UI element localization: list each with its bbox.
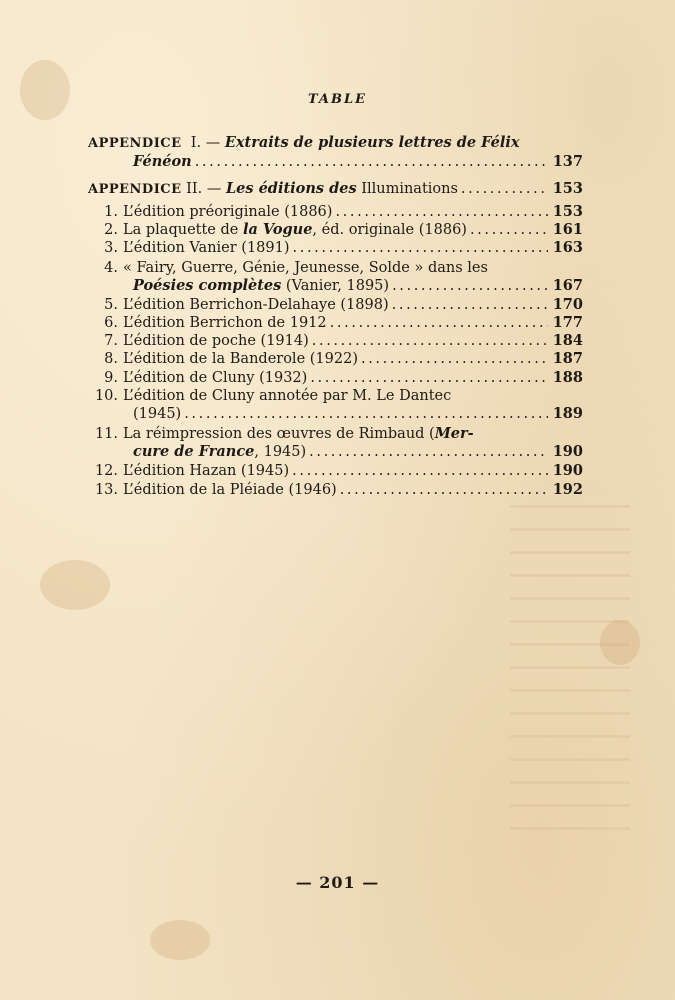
entry-number: 2. bbox=[104, 222, 118, 238]
entry-title: L’édition de la Banderole (1922) bbox=[123, 351, 358, 367]
entry-title-cont bbox=[133, 277, 389, 295]
leader-dots bbox=[392, 277, 548, 295]
leader-dots bbox=[335, 203, 548, 221]
page-number: 188 bbox=[552, 369, 583, 386]
leader-dots bbox=[470, 221, 548, 239]
entry-number: 12. bbox=[94, 463, 118, 479]
appendix-title-roman: Illuminations bbox=[361, 181, 458, 197]
toc-entry bbox=[88, 369, 583, 387]
entry-number: 5. bbox=[104, 297, 118, 313]
toc-entry bbox=[88, 296, 583, 314]
entry-title-cont bbox=[133, 443, 306, 461]
leader-dots bbox=[340, 481, 548, 499]
toc-entry bbox=[88, 239, 583, 257]
entry-title: L’édition Vanier (1891) bbox=[123, 240, 290, 256]
leader-dots bbox=[330, 314, 548, 332]
entry-title bbox=[123, 221, 467, 239]
toc-entry bbox=[88, 332, 583, 350]
page-number: 167 bbox=[552, 277, 583, 294]
page-number: 161 bbox=[552, 221, 583, 238]
foxing-stain bbox=[150, 920, 210, 960]
toc-entry bbox=[88, 425, 583, 461]
entry-title: L’édition de la Pléiade (1946) bbox=[123, 482, 337, 498]
leader-dots bbox=[361, 350, 548, 368]
page-number: 187 bbox=[552, 350, 583, 367]
page-number: 177 bbox=[552, 314, 583, 331]
entry-number: 6. bbox=[104, 315, 118, 331]
entry-number: 10. bbox=[94, 388, 118, 404]
appendix-title: Les éditions des bbox=[225, 180, 357, 197]
entry-title-text: , éd. originale (1886) bbox=[312, 222, 467, 238]
appendix-numeral: I. — bbox=[190, 135, 221, 151]
page-number: 137 bbox=[552, 153, 583, 170]
foxing-stain bbox=[40, 560, 110, 610]
foxing-stain bbox=[20, 60, 70, 120]
page-number: 153 bbox=[552, 180, 583, 197]
leader-dots bbox=[184, 405, 548, 423]
entry-number: 11. bbox=[94, 426, 118, 442]
entry-number: 3. bbox=[104, 240, 118, 256]
entry-title-italic: la Vogue bbox=[242, 221, 313, 238]
appendix-title: Extraits de plusieurs lettres de Félix bbox=[224, 134, 520, 151]
entry-title-cont: (1945) bbox=[133, 406, 182, 422]
page-number: 184 bbox=[552, 332, 583, 349]
appendix-numeral: II. — bbox=[186, 181, 222, 197]
leader-dots bbox=[195, 153, 548, 171]
entry-title: L’édition Hazan (1945) bbox=[123, 463, 290, 479]
toc-entry bbox=[88, 314, 583, 332]
entry-title: L’édition préoriginale (1886) bbox=[123, 204, 333, 220]
toc-entry bbox=[88, 481, 583, 499]
entry-number: 8. bbox=[104, 351, 118, 367]
entry-number: 4. bbox=[104, 260, 118, 276]
toc-entry bbox=[88, 259, 583, 295]
leader-dots bbox=[310, 369, 548, 387]
toc-appendix-2 bbox=[88, 180, 583, 199]
entry-title-text: La réimpression des œuvres de Rimbaud ( bbox=[123, 426, 435, 442]
entry-title-text: (Vanier, 1895) bbox=[281, 278, 390, 294]
page-header: TABLE bbox=[307, 92, 368, 107]
page-number: 170 bbox=[552, 296, 583, 313]
page-number: 153 bbox=[552, 203, 583, 220]
appendix-title-cont: Fénéon bbox=[133, 153, 192, 170]
entry-title: L’édition Berrichon de 1912 bbox=[123, 315, 327, 331]
leader-dots bbox=[392, 296, 548, 314]
toc-entry bbox=[88, 387, 583, 423]
entry-title: L’édition de poche (1914) bbox=[123, 333, 309, 349]
page-number-footer: — 201 — bbox=[295, 873, 380, 892]
entry-title: L’édition de Cluny annotée par M. Le Dantec bbox=[123, 388, 452, 404]
entry-title: L’édition Berrichon-Delahaye (1898) bbox=[123, 297, 389, 313]
entry-title-italic: cure de France bbox=[133, 443, 255, 460]
entry-title-italic: Mer- bbox=[434, 425, 474, 442]
toc-entry bbox=[88, 221, 583, 239]
toc-entry bbox=[88, 203, 583, 221]
entry-title: « Fairy, Guerre, Génie, Jeunesse, Solde » dans les bbox=[123, 260, 488, 276]
page-number: 189 bbox=[552, 405, 583, 422]
entry-title bbox=[123, 425, 474, 443]
page-number: 190 bbox=[552, 443, 583, 460]
appendix-label: APPENDICE bbox=[88, 136, 182, 151]
entry-number: 1. bbox=[104, 204, 118, 220]
page-number: 190 bbox=[552, 462, 583, 479]
page-number: 163 bbox=[552, 239, 583, 256]
entry-number: 13. bbox=[94, 482, 118, 498]
leader-dots bbox=[293, 239, 548, 257]
bleed-through-text bbox=[510, 505, 630, 845]
toc-entry bbox=[88, 350, 583, 368]
entry-number: 7. bbox=[104, 333, 118, 349]
leader-dots bbox=[461, 180, 548, 198]
entry-title-italic: Poésies complètes bbox=[133, 277, 282, 294]
leader-dots bbox=[309, 443, 548, 461]
entry-title: L’édition de Cluny (1932) bbox=[123, 370, 308, 386]
toc-appendix-1 bbox=[88, 134, 583, 171]
toc-entry bbox=[88, 462, 583, 480]
leader-dots bbox=[312, 332, 548, 350]
entry-title-text: La plaquette de bbox=[123, 222, 243, 238]
page-number: 192 bbox=[552, 481, 583, 498]
leader-dots bbox=[292, 462, 548, 480]
entry-number: 9. bbox=[104, 370, 118, 386]
appendix-label: APPENDICE bbox=[88, 182, 182, 197]
entry-title-text: , 1945) bbox=[254, 444, 307, 460]
